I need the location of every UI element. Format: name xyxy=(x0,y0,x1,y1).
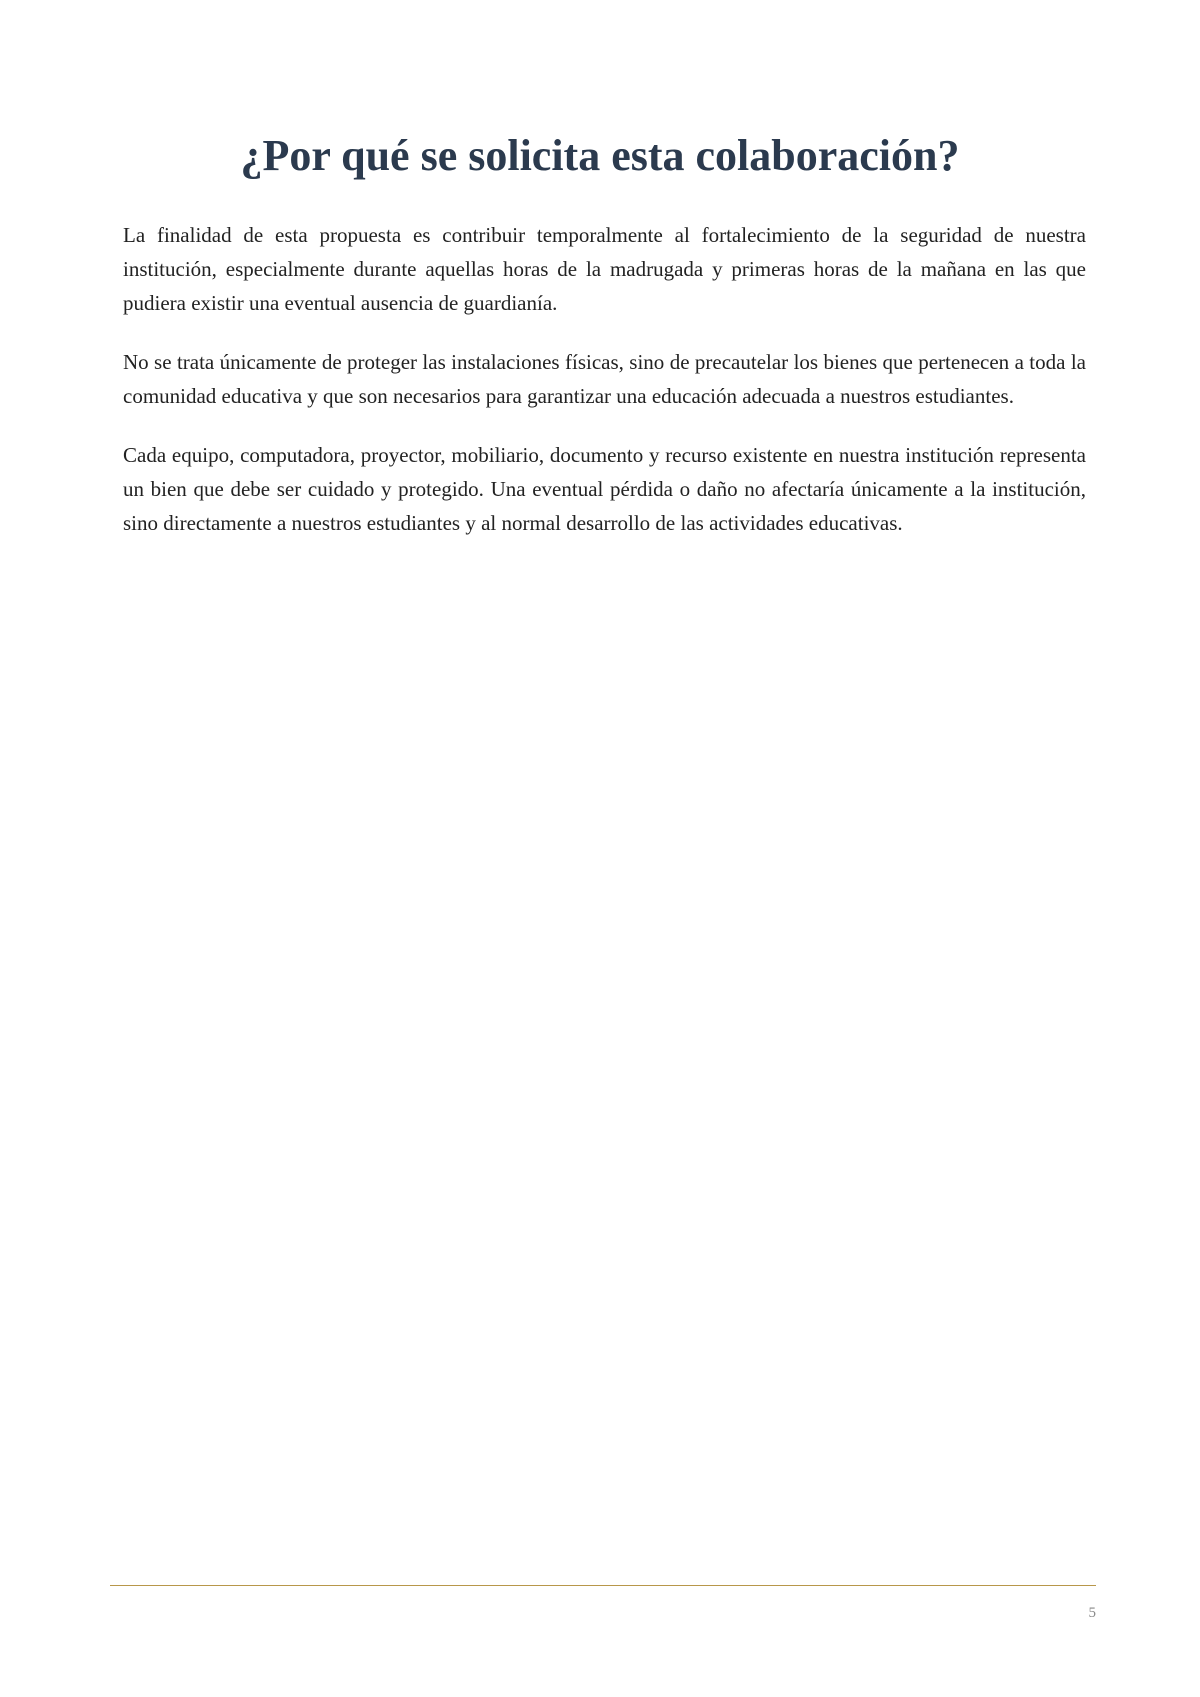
body-text xyxy=(123,218,1086,565)
page-title: ¿Por qué se solicita esta colaboración? xyxy=(240,131,960,180)
paragraph-3: Cada equipo, computadora, proyector, mobiliario, documento y recurso existente en nuestra institución representa un bien que debe ser cuidado y protegido. Una eventual pérdida o daño no afectaría únicamente a la institución, sino directamente a nuestros estudiantes y al normal desarrollo de las actividades educativas. xyxy=(123,443,1086,535)
page-number: 5 xyxy=(1088,1605,1096,1621)
footer-divider xyxy=(110,1585,1096,1586)
paragraph-2: No se trata únicamente de proteger las instalaciones físicas, sino de precautelar los bienes que pertenecen a toda la comunidad educativa y que son necesarios para garantizar una educación adecuada a nuestros estudiantes. xyxy=(123,350,1086,408)
paragraph-1: La finalidad de esta propuesta es contribuir temporalmente al fortalecimiento de la seguridad de nuestra institución, especialmente durante aquellas horas de la madrugada y primeras horas de la mañana en las que pudiera existir una eventual ausencia de guardianía. xyxy=(123,223,1086,315)
